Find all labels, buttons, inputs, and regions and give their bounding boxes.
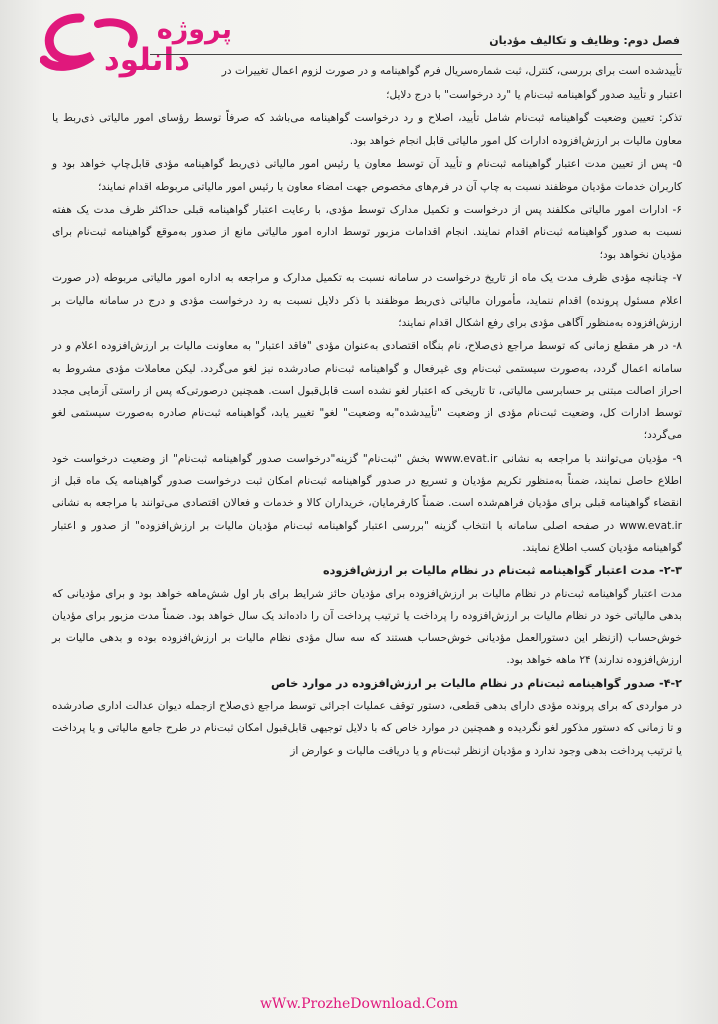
- page-body: [52, 60, 682, 763]
- paragraph-item-9: ۹- مؤدیان می‌توانند با مراجعه به نشانی www.evat.ir بخش "ثبت‌نام" گزینه"درخواست صدور گواهینامه ثبت‌نام" از وضعیت درخواست خود اطلاع حاصل نمایند، ضمناً به‌منظور تکریم مؤدیان و تسریع در صدور گواهینامه ثبت‌نام امکان ثبت درخواست صدور گواهینامه یک ماه قبل از انقضاء گواهینامه قبلی برای مؤدیان فراهم‌شده است. ضمناً کارفرمایان، خریداران کالا و خدمات و فعالان اقتصادی می‌توانند با مراجعه به نشانی www.evat.ir در صفحه اصلی سامانه با انتخاب گزینه "بررسی اعتبار گواهینامه ثبت‌نام مؤدیان مالیات بر ارزش‌افزوده" از صدور و اعتبار گواهینامه مؤدیان کسب اطلاع نمایند.: [52, 452, 682, 554]
- section-body-validity: مدت اعتبار گواهینامه ثبت‌نام در نظام مالیات بر ارزش‌افزوده برای مؤدیان حائز شرایط برای بار اول شش‌ماهه خواهد بود و برای مؤدیانی که بدهی مالیاتی خود در نظام مالیات بر ارزش‌افزوده را پرداخت یا ترتیب پرداخت آن را داده‌اند یک سال خواهد بود. ضمناً مدت مزبور برای مؤدیان خوش‌حساب (ازنظر این دستورالعمل مؤدیانی خوش‌حساب هستند که سه سال مؤدی نظام مالیات بر ارزش‌افزوده بوده و بدهی مالیات بر ارزش‌افزوده ندارند) ۲۴ ماهه خواهد بود.: [52, 587, 682, 667]
- paragraph-item-5: ۵- پس از تعیین مدت اعتبار گواهینامه ثبت‌نام و تأیید آن توسط معاون یا رئیس امور مالیاتی ذی‌ربط گواهینامه مؤدی قابل‌چاپ خواهد بود و کاربران خدمات مؤدیان موظفند نسبت به چاپ آن در فرم‌های مخصوص جهت امضاء معاون یا رئیس امور مالیاتی مربوطه اقدام نمایند؛: [52, 158, 682, 193]
- footer-url[interactable]: wWw.ProzheDownload.Com: [259, 996, 459, 1012]
- paragraph-item-6: ۶- ادارات امور مالیاتی مکلفند پس از درخواست و تکمیل مدارک توسط مؤدی، با رعایت اعتبار گواهینامه قبلی حداکثر ظرف مدت یک هفته نسبت به صدور گواهینامه ثبت‌نام اقدام نمایند. انجام اقدامات مزبور توسط اداره امور مالیاتی مانع از صدور به‌موقع گواهینامه ثبت‌نام برای مؤدیان نخواهد بود؛: [52, 204, 682, 261]
- paragraph-item-8: ۸- در هر مقطع زمانی که توسط مراجع ذی‌صلاح، نام بنگاه اقتصادی به‌عنوان مؤدی "فاقد اعتبار" به معاونت مالیات بر ارزش‌افزوده اعلام و در سامانه اعمال گردد، به‌صورت سیستمی ثبت‌نام وی غیرفعال و گواهینامه ثبت‌نام صادرشده نیز لغو می‌گردد. لیکن معاملات مؤدی مشروط به احراز اصالت مبتنی بر حسابرسی مالیاتی، تا تاریخی که اعتبار لغو نشده است قابل‌قبول است. همچنین درصورتی‌که پس از راستی آزمایی مجدد توسط ادارات کل، وضعیت ثبت‌نام مؤدی از وضعیت "تأییدشده"به وضعیت" لغو" تغییر یابد، گواهینامه ثبت‌نام صادره به‌صورت سیستمی لغو می‌گردد؛: [52, 340, 682, 442]
- paragraph-continued: تأییدشده است برای بررسی، کنترل، ثبت شماره‌سریال فرم گواهینامه و در صورت لزوم اعمال تغییرات در: [221, 65, 682, 77]
- paragraph-approval: اعتبار و تأیید صدور گواهینامه ثبت‌نام یا "رد درخواست" با درج دلایل؛: [386, 88, 682, 101]
- section-body-special-cases: در مواردی که برای پرونده مؤدی دارای بدهی قطعی، دستور توقف عملیات اجرائی توسط مراجع ذی‌صلاح ازجمله دیوان عدالت اداری صادرشده و تا زمانی که دستور مذکور لغو نگردیده و همچنین در موارد خاص که با دلایل توجیهی قابل‌قبول امکان ثبت‌نام در طرح جامع مالیاتی و یا پرداخت یا ترتیب پرداخت بدهی وجود ندارد و مؤدیان ازنظر ثبت‌نام و یا دریافت مالیات و عوارض از: [52, 700, 682, 757]
- logo-text-line2: دانلود: [103, 42, 190, 78]
- header-divider: [150, 54, 682, 55]
- paragraph-item-7: ۷- چنانچه مؤدی ظرف مدت یک ماه از تاریخ درخواست در سامانه نسبت به تکمیل مدارک و مراجعه به اداره امور مالیاتی مربوطه (در صورت اعلام مسئول پرونده) اقدام ننماید، مأموران مالیاتی ذی‌ربط موظفند با ذکر دلایل نسبت به رد درخواست مؤدی و درج در سامانه مالیات بر ارزش‌افزوده به‌منظور آگاهی مؤدی برای رفع اشکال اقدام نمایند؛: [52, 272, 682, 329]
- chapter-header: فصل دوم: وظایف و تکالیف مؤدیان: [489, 34, 680, 47]
- logo-text-line1: پروژه: [156, 14, 232, 45]
- section-heading-validity: ۲-۳- مدت اعتبار گواهینامه ثبت‌نام در نظام مالیات بر ارزش‌افزوده: [322, 564, 682, 578]
- paragraph-note: تذکر: تعیین وضعیت گواهینامه ثبت‌نام شامل تأیید، اصلاح و رد درخواست گواهینامه می‌باشد که صرفاً توسط رؤسای امور مالیاتی ذی‌ربط یا معاون مالیات بر ارزش‌افزوده ادارات کل امور مالیاتی قابل انجام خواهد بود.: [52, 112, 682, 147]
- section-heading-special-cases: ۴-۲- صدور گواهینامه ثبت‌نام در نظام مالیات بر ارزش‌افزوده در موارد خاص: [270, 676, 682, 690]
